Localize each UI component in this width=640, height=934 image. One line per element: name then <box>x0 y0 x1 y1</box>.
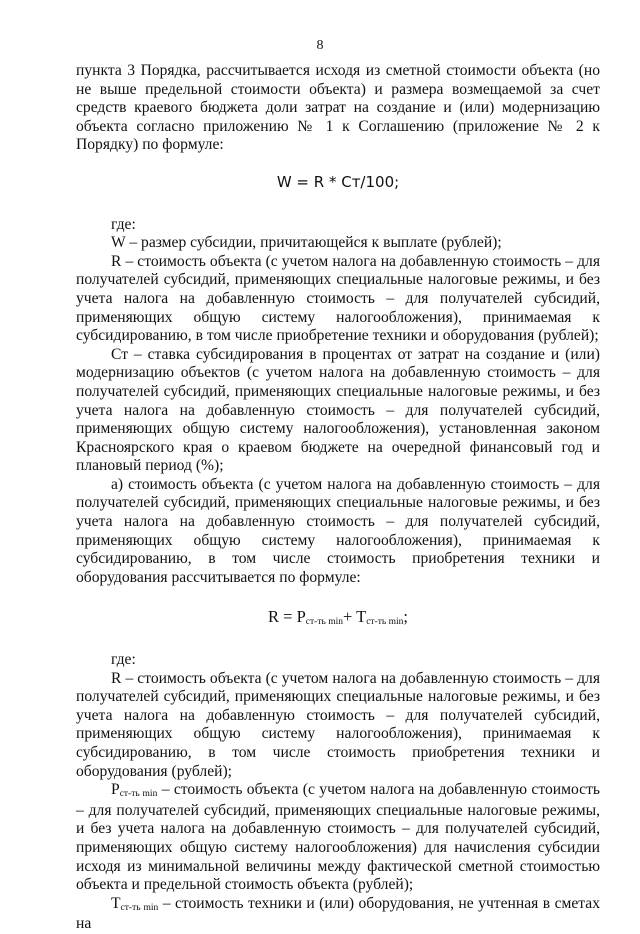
formula-r-lhs: R = P <box>268 607 306 627</box>
definition-p-text: – стоимость объекта (с учетом налога на добавленную стоимость – для получателей субсидий, применяющих специальные налоговые режимы, и без учета налога на добавленную стоимость – для получателей субсидий, применяющих общую систему налогообложения) для начисления субсидии исходя из минимальной величины между фактической сметной стоимостью объекта и предельной стоимость объекта (рублей); <box>76 781 600 894</box>
definition-t <box>76 895 600 934</box>
definition-p-sub: ст-ть min <box>119 789 158 800</box>
page-number: 8 <box>316 38 324 53</box>
where-label: где: <box>111 215 136 233</box>
definition-w: W – размер субсидии, причитающейся к выплате (рублей); <box>111 234 502 252</box>
definition-r-2: R – стоимость объекта (с учетом налога на добавленную стоимость – для получателей субсидий, применяющих специальные налоговые режимы, и без учета налога на добавленную стоимость – для получателей субсидий, применяющих общую систему налогообложения), принимаемая к субсидированию, в том числе стоимость приобретения техники и оборудования (рублей); <box>76 669 600 780</box>
definition-t-symbol: T <box>111 894 121 912</box>
formula-r-plus: + T <box>342 607 367 627</box>
formula-r <box>76 608 600 630</box>
formula-r-sub2: ст-ть min <box>366 617 404 628</box>
intro-paragraph: пункта 3 Порядка, рассчитывается исходя из сметной стоимости объекта (но не выше предельной стоимости объекта) и размера возмещаемой за счет средств краевого бюджета доли затрат на создание и (или) модернизацию объекта согласно приложению № 1 к Соглашению (приложение № 2 к Порядку) по формуле: <box>76 62 600 154</box>
where-label-2: где: <box>111 651 136 669</box>
formula-r-end: ; <box>403 607 408 627</box>
item-a: а) стоимость объекта (с учетом налога на добавленную стоимость – для получателей субсидий, применяющих специальные налоговые режимы, и без учета налога на добавленную стоимость – для получателей субсидий, применяющих общую систему налогообложения), принимаемая к субсидированию, в том числе стоимость приобретения техники и оборудования рассчитывается по формуле: <box>76 475 600 586</box>
formula-r-sub1: ст-ть min <box>305 617 343 628</box>
definition-st: Ст – ставка субсидирования в процентах от затрат на создание и (или) модернизацию объектов (с учетом налога на добавленную стоимость – для получателей субсидий, применяющих специальные налоговые режимы, и без учета налога на добавленную стоимость – для получателей субсидий, применяющих общую систему налогообложения), установленная законом Красноярского края о краевом бюджете на очередной финансовый год и плановый период (%); <box>76 345 600 475</box>
definition-p <box>76 781 600 895</box>
definition-t-sub: ст-ть min <box>120 902 159 913</box>
definition-r: R – стоимость объекта (с учетом налога на добавленную стоимость – для получателей субсидий, применяющих специальные налоговые режимы, и без учета налога на добавленную стоимость – для получателей субсидий, применяющих общую систему налогообложения), принимаемая к субсидированию, в том числе приобретение техники и оборудования (рублей); <box>76 252 600 345</box>
document-body <box>76 62 600 934</box>
formula-w: W = R * Ст/100; <box>276 172 400 191</box>
definition-t-text: – стоимость техники и (или) оборудования, не учтенная в сметах на <box>76 894 600 933</box>
definition-p-symbol: P <box>111 781 120 799</box>
